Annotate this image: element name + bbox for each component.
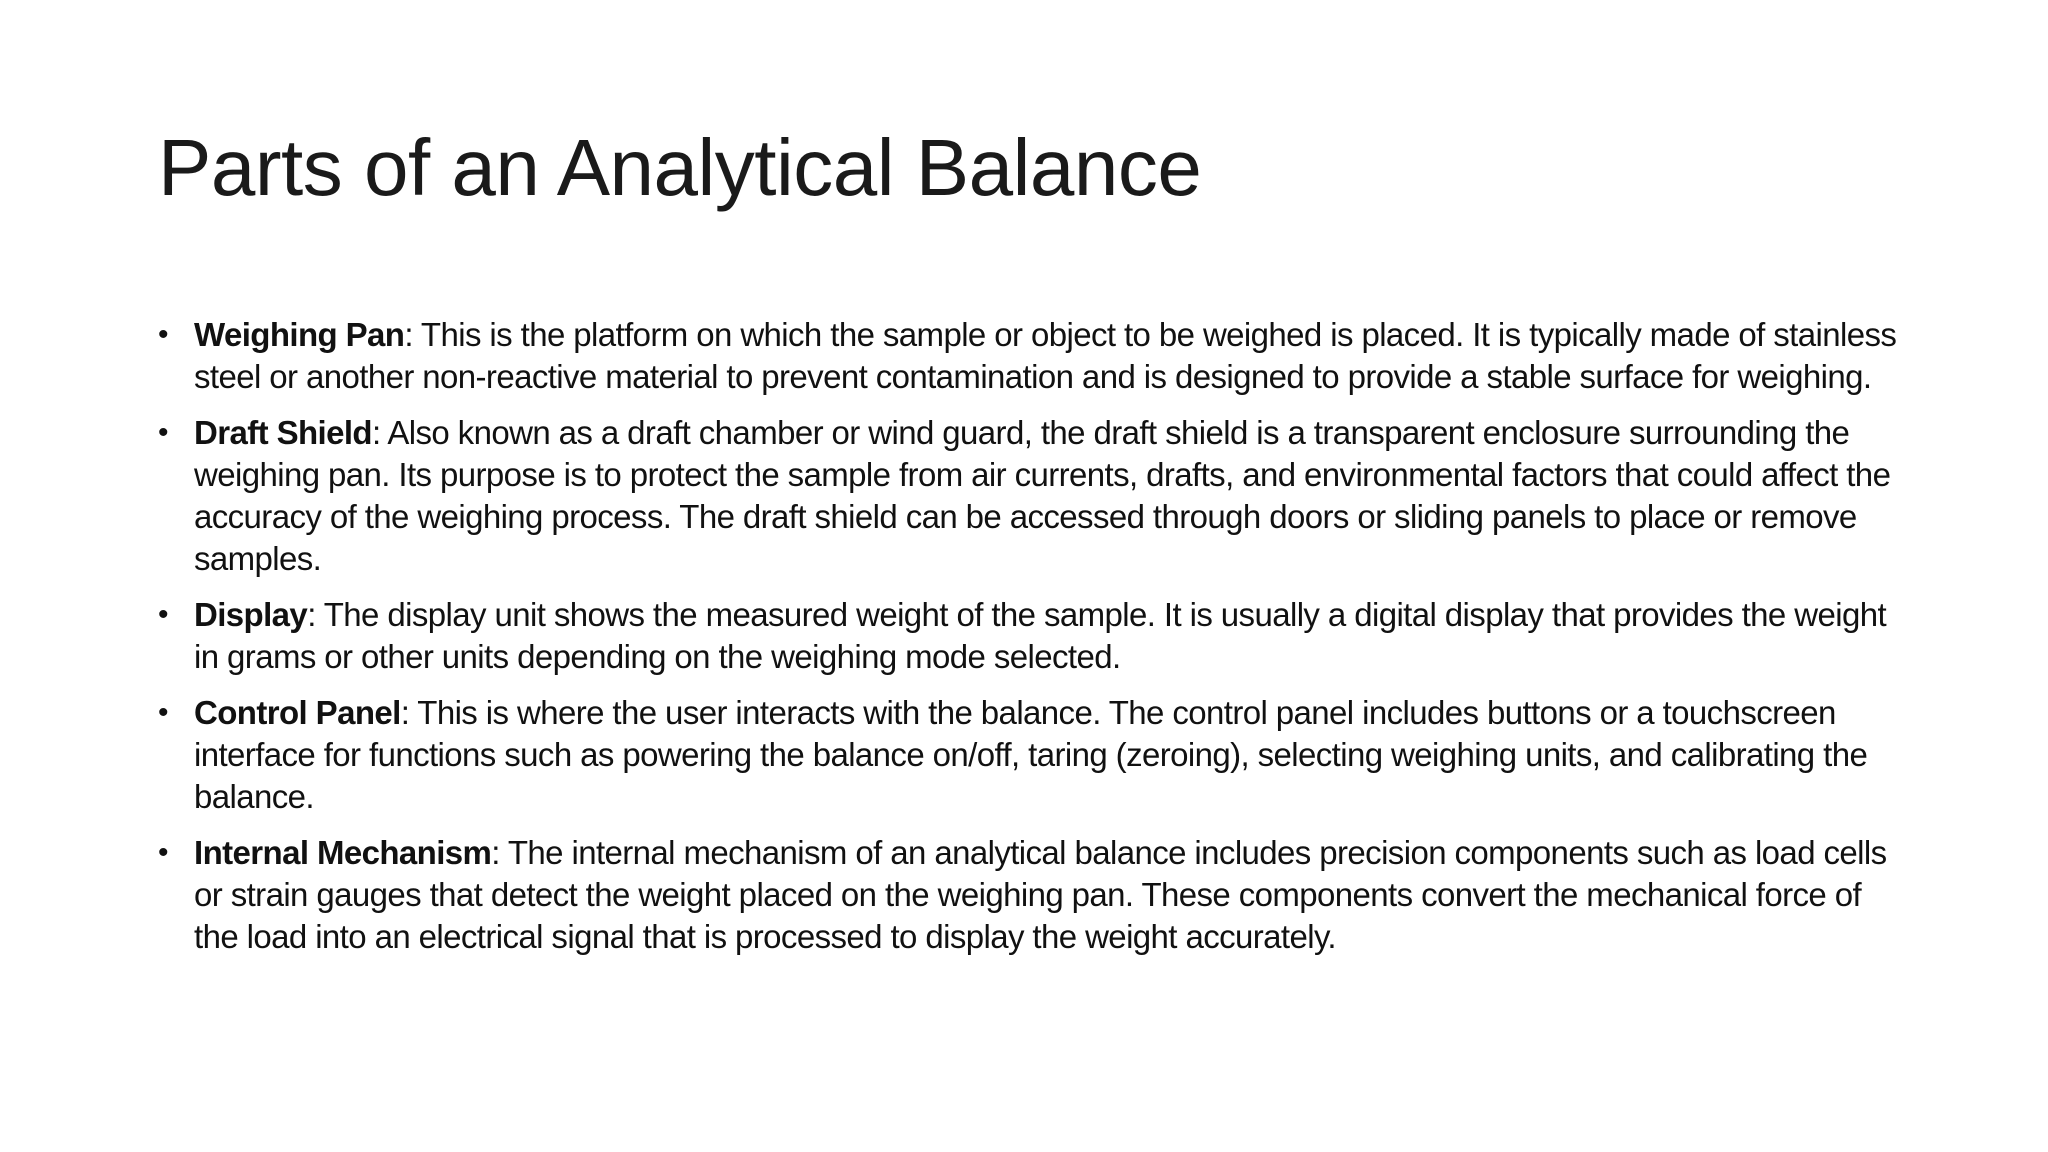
- bullet-icon: •: [158, 836, 168, 869]
- bullet-icon: •: [158, 696, 168, 729]
- bullet-item-weighing-pan: [158, 314, 1898, 398]
- bullet-term: Display: [194, 596, 308, 633]
- bullet-term: Internal Mechanism: [194, 834, 492, 871]
- bullet-item-control-panel: [158, 692, 1898, 818]
- bullet-icon: •: [158, 318, 168, 351]
- bullet-term: Control Panel: [194, 694, 401, 731]
- bullet-item-internal-mechanism: [158, 832, 1898, 958]
- bullet-text: : The internal mechanism of an analytical balance includes precision components such as load cells or strain gauges that detect the weight placed on the weighing pan. These components convert the mechanical force of the load into an electrical signal that is processed to display the weight accurately.: [194, 834, 1887, 955]
- slide-title: Parts of an Analytical Balance: [158, 123, 1202, 212]
- bullet-text: : Also known as a draft chamber or wind guard, the draft shield is a transparent enclosure surrounding the weighing pan. Its purpose is to protect the sample from air currents, drafts, and environmental factors that could affect the accuracy of the weighing process. The draft shield can be accessed through doors or sliding panels to place or remove samples.: [194, 414, 1891, 577]
- bullet-icon: •: [158, 416, 168, 449]
- bullet-item-draft-shield: [158, 412, 1898, 580]
- bullet-item-display: [158, 594, 1898, 678]
- bullet-term: Draft Shield: [194, 414, 372, 451]
- bullet-icon: •: [158, 598, 168, 631]
- bullet-text: : The display unit shows the measured weight of the sample. It is usually a digital display that provides the weight in grams or other units depending on the weighing mode selected.: [194, 596, 1887, 675]
- bullet-list: [158, 314, 1898, 972]
- bullet-text: : This is where the user interacts with the balance. The control panel includes buttons or a touchscreen interface for functions such as powering the balance on/off, taring (zeroing), selecting weighing units, and calibrating the balance.: [194, 694, 1868, 815]
- bullet-term: Weighing Pan: [194, 316, 405, 353]
- bullet-text: : This is the platform on which the sample or object to be weighed is placed. It is typically made of stainless steel or another non-reactive material to prevent contamination and is designed to provide a stable surface for weighing.: [194, 316, 1897, 395]
